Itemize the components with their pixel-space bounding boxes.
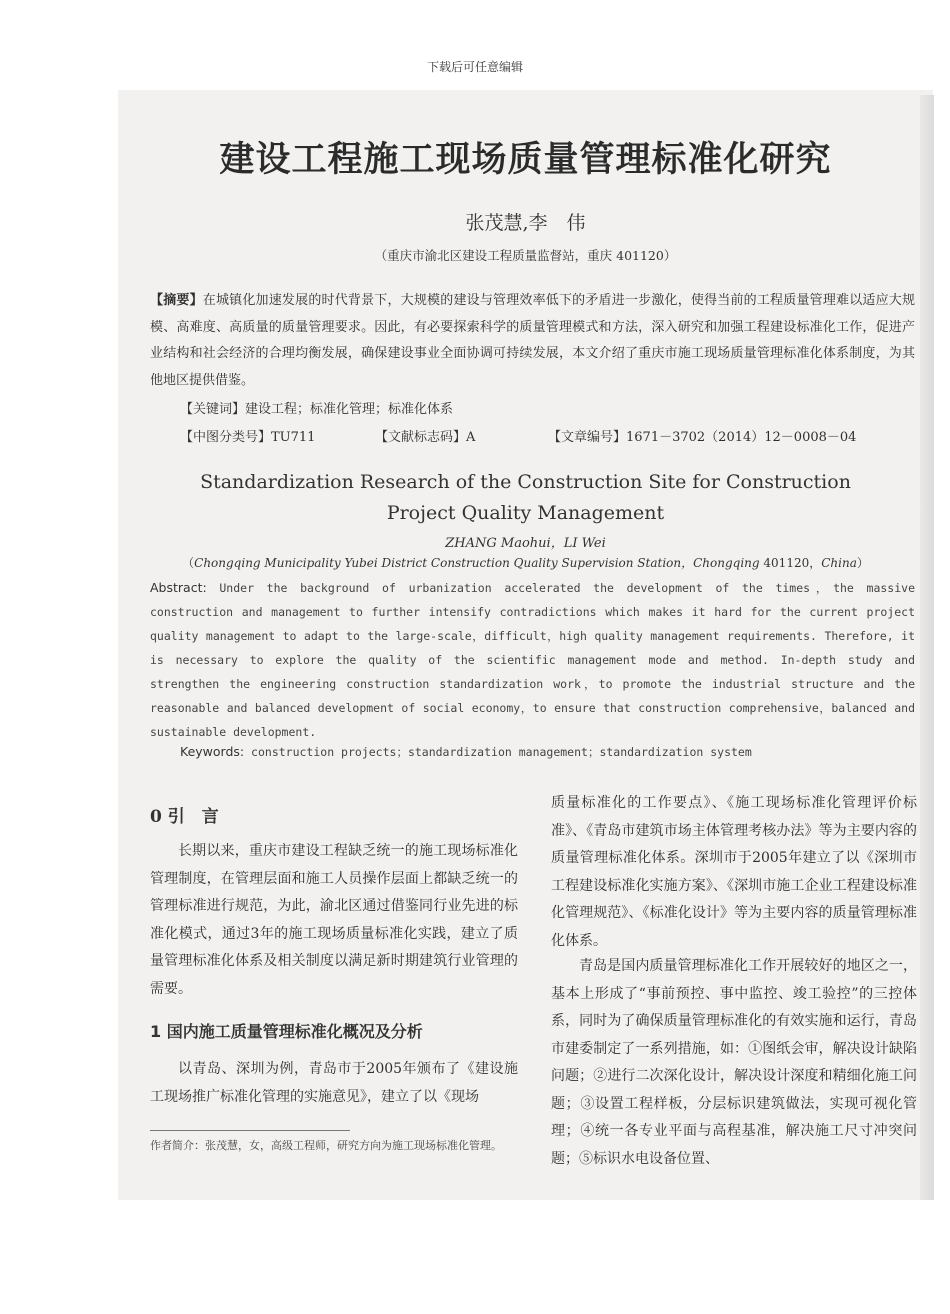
keywords-en-label: Keywords: (180, 744, 245, 759)
affil-close: ） (856, 556, 869, 570)
abstract-en (150, 576, 915, 744)
affil-institution: Chongqing Municipality Yubei District Construction Quality Supervision Station，Chongqing (194, 556, 760, 570)
article-number: 【文章编号】1671－3702（2014）12－0008－04 (548, 430, 857, 445)
keywords-en-text: construction projects；standardization management；standardization system (244, 745, 752, 759)
keywords-zh-label: 【关键词】 (180, 402, 246, 417)
right-column-paragraph-1: 质量标准化的工作要点》、《施工现场标准化管理评价标准》、《青岛市建筑市场主体管理考核办法》等为主要内容的质量管理标准化体系。深圳市于2005年建立了以《深圳市工程建设标准化实施方案》、《深圳市施工企业工程建设标准化管理规范》、《标准化设计》等为主要内容的质量管理标准化体系。 (551, 795, 917, 949)
abstract-zh-text: 在城镇化加速发展的时代背景下，大规模的建设与管理效率低下的矛盾进一步激化，使得当前的工程质量管理难以适应大规模、高难度、高质量的质量管理要求。因此，有必要探索科学的质量管理模式和方法，深入研究和加强工程建设标准化工作，促进产业结构和社会经济的合理均衡发展，确保建设事业全面协调可持续发展，本文介绍了重庆市施工现场质量管理标准化体系制度，为其他地区提供借鉴。 (150, 293, 915, 388)
clc-number: 【中图分类号】TU711 (180, 430, 316, 445)
abstract-en-text: Under the background of urbanization accelerated the development of the times，the massive construction and management to further intensify contradictions which makes it hard for the current project quality management to adapt to the large-scale，difficult，high quality management requirements. Therefore, it is necessary to explore the quality of the scientific management mode and method. In-depth study and strengthen the engineering construction standardization work，to promote the industrial structure and the reasonable and balanced development of social economy，to ensure that construction comprehensive，balanced and sustainable development. (150, 581, 915, 739)
affil-open: （ (182, 556, 195, 570)
english-affiliation (118, 554, 933, 571)
keywords-zh (180, 398, 453, 417)
right-column-paragraph-2: 青岛是国内质量管理标准化工作开展较好的地区之一，基本上形成了“事前预控、事中监控、竣工验控”的三控体系，同时为了确保质量管理标准化的有效实施和运行，青岛市建委制定了一系列措施，如：①图纸会审，解决设计缺陷问题；②进行二次深化设计，解决设计深度和精细化施工问题；③设置工程样板，分层标识建筑做法，实现可视化管理；④统一各专业平面与高程基准，解决施工尺寸冲突问题；⑤标识水电设备位置、 (551, 958, 917, 1167)
english-title-line2: Project Quality Management (386, 502, 665, 524)
section-0-paragraph: 长期以来，重庆市建设工程缺乏统一的施工现场标准化管理制度，在管理层面和施工人员操作层面上都缺乏统一的管理标准进行规范，为此，渝北区通过借鉴同行业先进的标准化模式，通过3年的施工现场质量标准化实践，建立了质量管理标准化体系及相关制度以满足新时期建筑行业管理的需要。 (150, 843, 518, 997)
author-footnote: 作者简介：张茂慧，女，高级工程师，研究方向为施工现场标准化管理。 (150, 1139, 502, 1152)
affil-country: China (821, 556, 857, 570)
section-1-paragraph: 以青岛、深圳为例，青岛市于2005年颁布了《建设施工现场推广标准化管理的实施意见》，建立了以《现场 (150, 1061, 518, 1105)
section-1-heading: 1 国内施工质量管理标准化概况及分析 (150, 1022, 423, 1041)
abstract-zh (150, 288, 915, 394)
section-0-heading: 0 引 言 (150, 807, 219, 827)
english-authors: ZHANG Maohui，LI Wei (445, 536, 606, 551)
english-title (118, 467, 933, 529)
keywords-zh-text: 建设工程；标准化管理；标准化体系 (245, 402, 454, 417)
keywords-en (180, 744, 752, 760)
authors: 张茂慧,李 伟 (465, 212, 586, 234)
header-note: 下载后可任意编辑 (426, 60, 523, 74)
document-code: 【文献标志码】A (375, 430, 476, 445)
abstract-zh-label: 【摘要】 (150, 293, 203, 308)
affil-postcode: 401120， (759, 556, 822, 570)
english-title-line1: Standardization Research of the Construction Site for Construction (200, 471, 851, 493)
paper-title: 建设工程施工现场质量管理标准化研究 (219, 140, 832, 180)
abstract-en-label: Abstract: (150, 580, 207, 595)
footnote-rule (150, 1130, 350, 1131)
affiliation: （重庆市渝北区建设工程质量监督站，重庆 401120） (374, 248, 677, 263)
